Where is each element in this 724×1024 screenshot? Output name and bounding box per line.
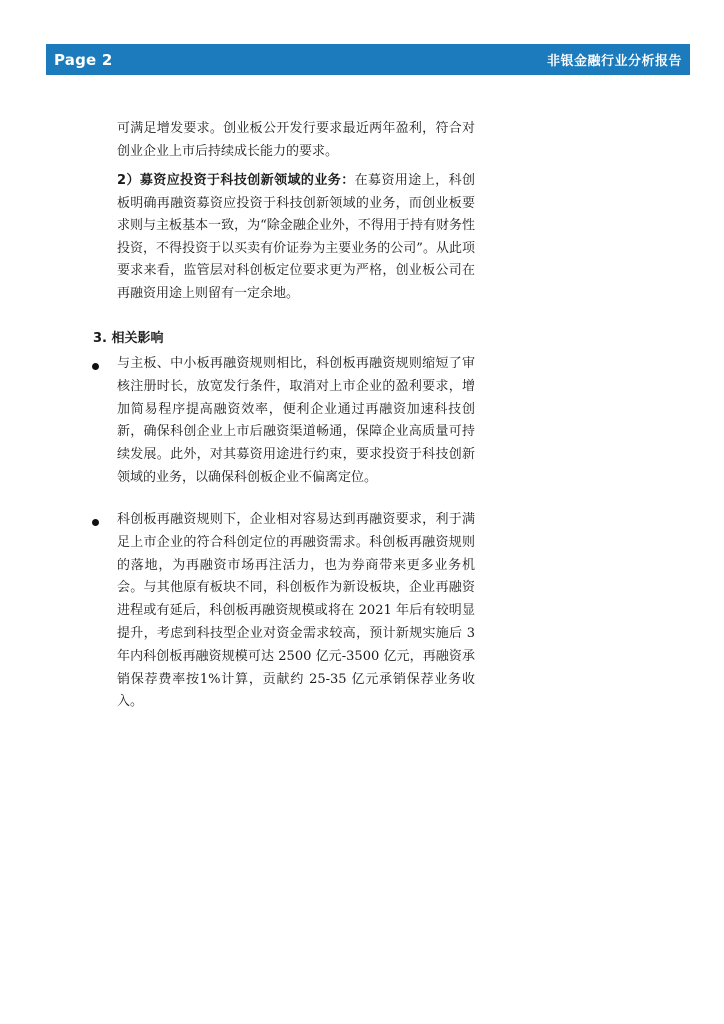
paragraph-continuation: 可满足增发要求。创业板公开发行要求最近两年盈利，符合对创业企业上市后持续成长能力的要求。 bbox=[117, 121, 475, 159]
bullet-item bbox=[117, 353, 475, 490]
paragraph-body: 在募资用途上，科创板明确再融资募资应投资于科技创新领域的业务，而创业板要求则与主板基本一致，为“除金融企业外，不得用于持有财务性投资，不得投资于以买卖有价证券为主要业务的公司”。从此项要求来看，监管层对科创板定位要求更为严格，创业板公司在再融资用途上则留有一定余地。 bbox=[117, 173, 475, 301]
page-header-bar bbox=[46, 44, 690, 75]
page-number: Page 2 bbox=[54, 50, 113, 69]
paragraph-lead: 2）募资应投资于科技创新领域的业务： bbox=[117, 173, 355, 188]
bullet-text: 与主板、中小板再融资规则相比，科创板再融资规则缩短了审核注册时长，放宽发行条件，取消对上市企业的盈利要求，增加简易程序提高融资效率，便利企业通过再融资加速科技创新，确保科创企业上市后融资渠道畅通，保障企业高质量可持续发展。此外，对其募资用途进行约束，要求投资于科技创新领域的业务，以确保科创板企业不偏离定位。 bbox=[117, 356, 475, 485]
body-text-block bbox=[117, 118, 475, 305]
bullet-item bbox=[117, 509, 475, 714]
bullet-dot-icon bbox=[92, 363, 99, 370]
bullet-text: 科创板再融资规则下，企业相对容易达到再融资要求，利于满足上市企业的符合科创定位的再融资需求。科创板再融资规则的落地，为再融资市场再注活力，也为券商带来更多业务机会。与其他原有板块不同，科创板作为新设板块，企业再融资进程或有延后，科创板再融资规模或将在 2021 年后有较明显提升，考虑到科技型企业对资金需求较高，预计新规实施后 3 年内科创板再融资规模可达 2500 亿元-3500 亿元，再融资承销保荐费率按1%计算，贡献约 25-35 亿元承销保荐业务收入。 bbox=[117, 512, 475, 710]
bullet-dot-icon bbox=[92, 519, 99, 526]
section-heading: 3. 相关影响 bbox=[93, 331, 164, 346]
report-title: 非银金融行业分析报告 bbox=[546, 54, 682, 69]
paragraph-fund-usage bbox=[117, 170, 475, 305]
